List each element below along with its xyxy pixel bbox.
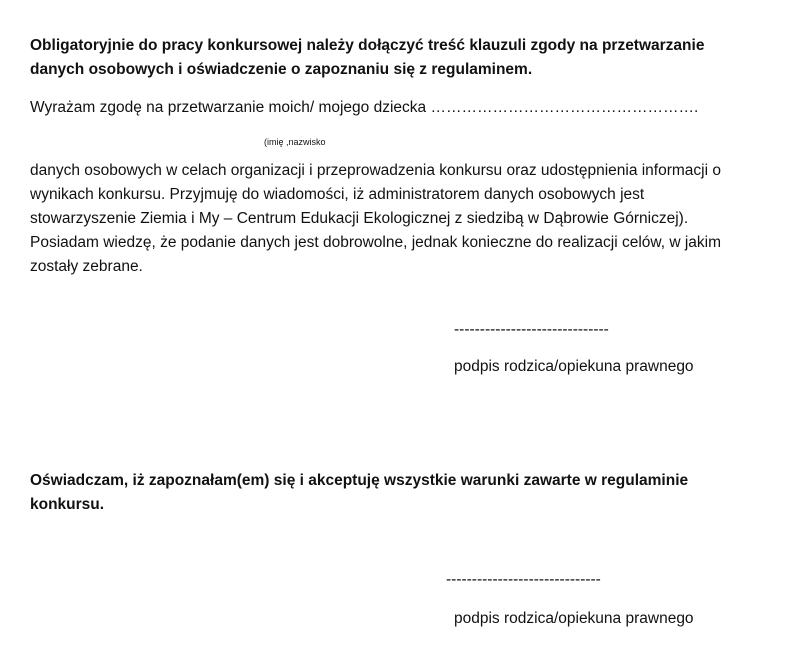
consent-paragraph-line: stowarzyszenie Ziemia i My – Centrum Edukacji Ekologicznej z siedzibą w Dąbrowie Górniczej). [30,210,689,227]
consent-paragraph-line: zostały zebrane. [30,258,143,275]
signature-line-1: ------------------------------ [454,321,609,338]
statement-line-1: Oświadczam, iż zapoznałam(em) się i akceptuję wszystkie warunki zawarte w regulaminie [30,472,689,489]
signature-line-2: ------------------------------ [446,571,601,588]
consent-intro: Wyrażam zgodę na przetwarzanie moich/ mojego dziecka ……………………………………………. [30,99,699,116]
consent-paragraph [30,159,790,279]
heading-line-1: Obligatoryjnie do pracy konkursowej należy dołączyć treść klauzuli zgody na przetwarzanie [30,37,705,54]
heading [30,34,704,82]
consent-paragraph-line: Posiadam wiedzę, że podanie danych jest dobrowolne, jednak konieczne do realizacji celów, w jakim [30,234,721,251]
heading-line-2: danych osobowych i oświadczenie o zapoznaniu się z regulaminem. [30,61,533,78]
name-hint: (imię ,nazwisko [264,137,326,147]
statement-line-2: konkursu. [30,496,105,513]
signature-label-1: podpis rodzica/opiekuna prawnego [454,358,694,375]
statement [30,469,688,517]
signature-label-2: podpis rodzica/opiekuna prawnego [454,610,694,627]
consent-paragraph-line: danych osobowych w celach organizacji i przeprowadzenia konkursu oraz udostępnienia informacji o [30,162,721,179]
consent-paragraph-line: wynikach konkursu. Przyjmuję do wiadomości, iż administratorem danych osobowych jest [30,186,645,203]
